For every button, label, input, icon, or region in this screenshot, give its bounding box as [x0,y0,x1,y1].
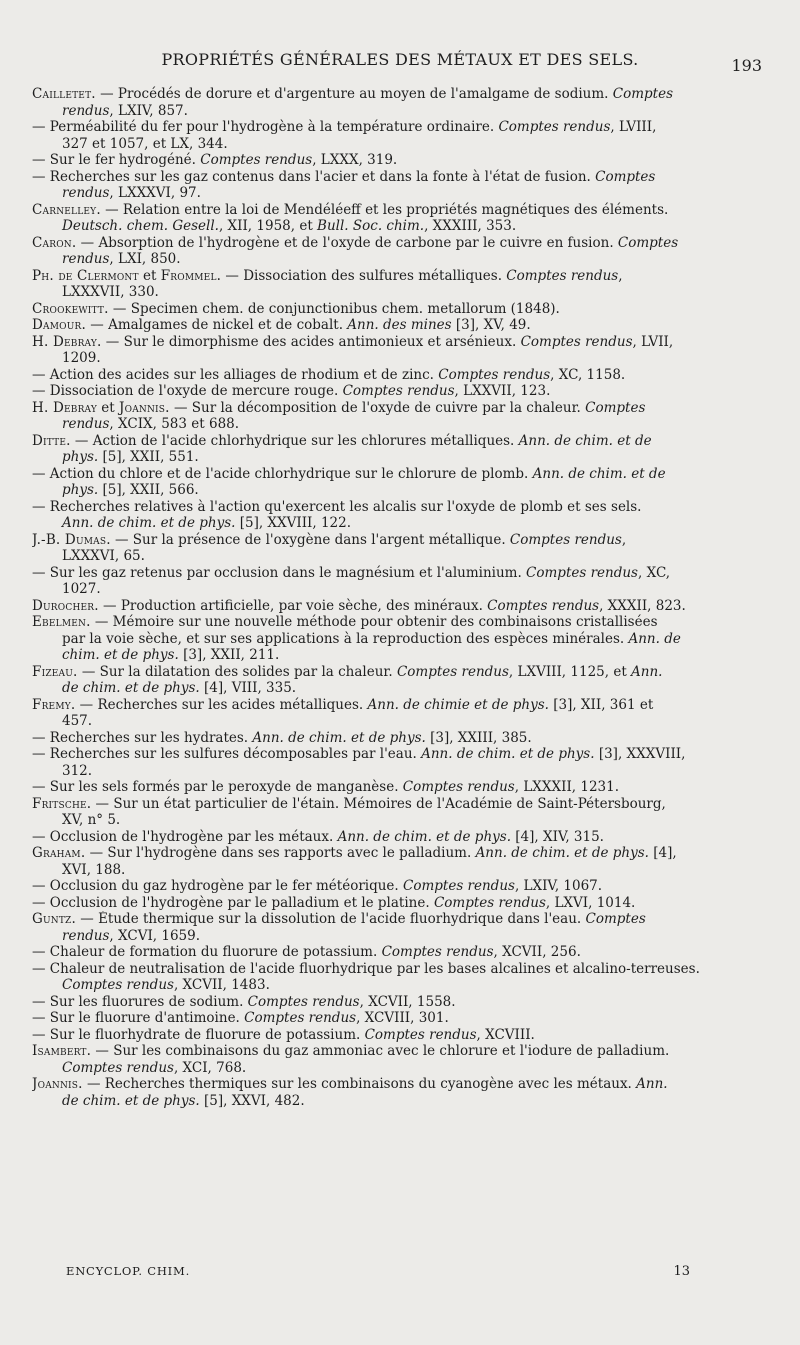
journal-title: Ann. de chim. et de phys. [475,845,649,861]
entry-text: [4], VIII, 335. [199,680,297,696]
journal-title: Comptes rendus [247,993,360,1010]
author-name: Ebelmen. [32,614,91,630]
entry-text: — Relation entre la loi de Mendéléeff et les propriétés magnétiques des éléments. [100,201,669,218]
author-name: Fremy. [32,696,76,713]
entry-text: — Perméabilité du fer pour l'hydrogène à la température ordinaire. [32,119,499,135]
bibliography-entry [32,796,760,829]
journal-title: de chim. et de phys. [62,1092,200,1109]
entry-line [32,152,760,169]
entry-text: [3], XV, 49. [451,317,531,333]
journal-title: Deutsch. chem. Gesell. [62,218,219,234]
entry-text: — Action de l'acide chlorhydrique sur les chlorures métalliques. [70,432,519,449]
author-name: Joannis. [32,1076,83,1092]
journal-title: de chim. et de phys. [62,680,200,696]
journal-title: Comptes rendus [342,383,455,399]
journal-title: Ann. de chim. et de phys. [421,746,595,762]
entry-text: [3], XXIII, 385. [425,729,532,746]
entry-text: — Sur la dilatation des solides par la chaleur. [77,663,397,680]
journal-title: Comptes [585,399,646,416]
entry-text: — Production artificielle, par voie sèche, des minéraux. [98,597,488,614]
entry-text: — Mémoire sur une nouvelle méthode pour obtenir des combinaisons cristallisées [90,614,658,630]
entry-text: , LVII, [632,333,674,350]
author-name: Ditte. [32,432,71,449]
journal-title: Comptes rendus [506,267,619,284]
entry-line [32,548,760,565]
entry-line [32,284,760,301]
entry-line [32,86,760,103]
author-name: Cailletet. [32,86,96,102]
entry-text: , LXIV, 1067. [514,878,603,894]
journal-title: Ann. de chim. et de [532,465,666,482]
bibliography-entry [32,367,760,384]
entry-line [32,1093,760,1110]
entry-text: et [138,267,161,284]
journal-title: Comptes [612,86,674,102]
entry-text: — Sur le fer hydrogéné. [32,152,201,168]
bibliography-entry [32,829,760,846]
entry-text: — Sur l'hydrogène dans ses rapports avec le palladium. [85,845,476,861]
entry-text: — Sur les combinaisons du gaz ammoniac avec le chlorure et l'iodure de palladium. [91,1043,670,1059]
entry-text: — Action du chlore et de l'acide chlorhydrique sur le chlorure de plomb. [32,465,533,482]
journal-title: Comptes rendus [509,531,622,548]
journal-title: Ann. [636,1076,668,1092]
entry-line [32,499,760,516]
entry-text: — Sur les gaz retenus par occlusion dans le magnésium et l'aluminium. [32,564,527,581]
journal-title: Comptes rendus [396,663,509,680]
journal-title: Comptes rendus [403,878,515,894]
entry-line [32,400,760,417]
entry-text: — Recherches sur les hydrates. [32,729,253,746]
entry-text: 312. [62,762,93,779]
entry-text: , [618,267,623,284]
bibliography-entry [32,944,760,961]
entry-line [32,598,760,615]
entry-line [32,268,760,285]
entry-text: , XCVII, 256. [493,944,581,960]
author-name: Damour. [32,317,86,333]
entry-text: [5], XXVIII, 122. [235,515,352,531]
footer-sheet-number: 13 [673,1264,690,1279]
entry-text: — Recherches thermiques sur les combinaisons du cyanogène avec les métaux. [82,1076,637,1092]
entry-line [32,845,760,862]
bibliography-entry [32,499,760,532]
entry-text: , XCVIII, 301. [356,1010,449,1026]
bibliography-entry [32,614,760,664]
journal-title: Ann. de chim. et de [518,432,652,449]
author-name: Carnelley. [32,201,101,218]
bibliography-entry [32,466,760,499]
header-title: PROPRIÉTÉS GÉNÉRALES DES MÉTAUX ET DES SELS. [161,50,639,69]
journal-title: rendus [62,102,110,119]
entry-text: , XCIX, 583 et 688. [109,416,240,432]
entry-text: , XCVI, 1659. [109,927,201,944]
journal-title: Comptes rendus [244,1010,357,1026]
entry-line [32,647,760,664]
entry-line [32,1076,760,1093]
journal-title: Bull. Soc. chim. [317,218,425,234]
bibliography-entry [32,1043,760,1076]
entry-text: LXXXVI, 65. [62,548,145,564]
journal-title: rendus [62,416,110,432]
entry-text: — Sur le dimorphisme des acides antimonieux et arsénieux. [101,333,521,350]
author-name: Fritsche. [32,795,92,812]
journal-title: rendus [62,927,110,944]
entry-line [32,944,760,961]
entry-text: LXXXVII, 330. [62,284,159,300]
entry-line [32,1043,760,1060]
entry-text: 457. [62,713,93,729]
author-name: Isambert. [32,1043,92,1059]
entry-line [32,1060,760,1077]
entry-text: , LVIII, [610,119,657,135]
journal-title: Comptes [585,911,646,927]
entry-line [32,119,760,136]
entry-text: , XCVIII. [476,1026,535,1043]
bibliography-entry [32,1010,760,1027]
entry-text: — Étude thermique sur la dissolution de l'acide fluorhydrique dans l'eau. [76,911,586,927]
entry-text: par la voie sèche, et sur ses applications à la reproduction des espèces minérales. [62,630,629,647]
bibliography-entry [32,301,760,318]
entry-line [32,1010,760,1027]
journal-title: Ann. de chim. et de phys. [337,828,511,845]
entry-line [32,812,760,829]
entry-text: , LXVI, 1014. [545,894,636,911]
author-name: Frommel. [160,267,222,284]
entry-line [32,301,760,318]
entry-line [32,994,760,1011]
entry-text: [4], [648,845,677,861]
entry-line [32,334,760,351]
bibliography-entry [32,994,760,1011]
entry-line [32,433,760,450]
entry-text: , LXXVII, 123. [454,383,551,399]
bibliography-entry [32,779,760,796]
author-name: Durocher. [32,597,99,614]
bibliography-entry [32,334,760,367]
entry-line [32,235,760,252]
journal-title: Comptes rendus [364,1026,477,1043]
entry-text: , LXI, 850. [109,251,181,267]
entry-line [32,796,760,813]
entry-text: , XC, [637,564,671,581]
entry-text: , LXVIII, 1125, et [508,663,632,680]
footer-signature: ENCYCLOP. CHIM. [66,1264,191,1278]
bibliography-entry [32,895,760,912]
entry-text: — Sur les fluorures de sodium. [32,993,248,1010]
bibliography-list [32,86,760,1109]
entry-text: XV, n° 5. [62,812,121,828]
entry-text: — Procédés de dorure et d'argenture au moyen de l'amalgame de sodium. [95,86,613,102]
entry-text: — Action des acides sur les alliages de rhodium et de zinc. [32,366,439,383]
entry-line [32,664,760,681]
entry-line [32,202,760,219]
journal-title: Ann. de [628,630,681,647]
entry-line [32,532,760,549]
entry-text: — Recherches relatives à l'action qu'exercent les alcalis sur l'oxyde de plomb et ses sels. [32,498,642,515]
journal-title: rendus [62,251,110,267]
bibliography-entry [32,961,760,994]
bibliography-entry [32,119,760,152]
entry-line [32,218,760,235]
entry-text: — Recherches sur les sulfures décomposables par l'eau. [32,746,422,762]
entry-text: — Sur un état particulier de l'étain. Mémoires de l'Académie de Saint-Pétersbourg, [91,795,666,812]
journal-title: Ann. de chim. et de phys. [252,729,426,746]
entry-text: , XCVII, 1558. [359,993,456,1010]
author-name: H. Debray [32,399,98,416]
entry-text: — Amalgames de nickel et de cobalt. [85,317,348,333]
bibliography-entry [32,169,760,202]
entry-text: — Chaleur de formation du fluorure de potassium. [32,944,382,960]
journal-title: chim. et de phys. [62,647,179,663]
entry-line [32,367,760,384]
journal-title: Ann. de chim. et de phys. [62,515,236,531]
entry-text: [3], XXXVIII, [594,746,686,762]
bibliography-entry [32,565,760,598]
page-number: 193 [731,56,762,75]
bibliography-entry [32,664,760,697]
author-name: Ph. de Clermont [32,267,139,284]
bibliography-entry [32,697,760,730]
entry-line [32,383,760,400]
author-name: J.-B. Dumas. [32,531,111,548]
bibliography-entry [32,730,760,747]
journal-title: Comptes rendus [200,152,313,168]
entry-line [32,1027,760,1044]
entry-text: [3], XXII, 211. [178,647,280,663]
bibliography-entry [32,152,760,169]
entry-line [32,779,760,796]
entry-text: — Occlusion du gaz hydrogène par le fer météorique. [32,878,403,894]
entry-line [32,466,760,483]
entry-text: — Recherches sur les acides métalliques. [75,696,368,713]
bibliography-entry [32,383,760,400]
entry-text: — Sur les sels formés par le peroxyde de manganèse. [32,779,403,795]
entry-text: [4], XIV, 315. [511,828,604,845]
entry-text: — Recherches sur les gaz contenus dans l'acier et dans la fonte à l'état de fusion. [32,168,596,185]
journal-title: Comptes [595,168,656,185]
bibliography-entry [32,317,760,334]
entry-text: — Sur la présence de l'oxygène dans l'argent métallique. [110,531,510,548]
entry-line [32,103,760,120]
bibliography-entry [32,746,760,779]
bibliography-entry [32,598,760,615]
bibliography-entry [32,268,760,301]
entry-line [32,185,760,202]
entry-line [32,911,760,928]
entry-text: , LXIV, 857. [109,102,188,119]
entry-line [32,317,760,334]
journal-title: Comptes rendus [438,366,551,383]
entry-line [32,862,760,879]
entry-text: [3], XII, 361 et [548,696,654,713]
journal-title: Ann. des mines [347,317,452,333]
journal-title: Ann. de chimie et de phys. [367,696,549,713]
running-header [0,50,800,76]
journal-title: Comptes rendus [62,977,174,993]
journal-title: Comptes rendus [498,119,611,135]
entry-text: , LXXXVI, 97. [109,185,201,201]
entry-line [32,928,760,945]
journal-title: Comptes rendus [381,944,494,960]
entry-text: 1209. [62,350,101,366]
journal-title: rendus [62,185,110,201]
entry-text: , XCVII, 1483. [173,977,270,993]
entry-text: , XXXII, 823. [599,597,686,614]
author-name: Crookewitt. [32,300,109,317]
entry-text: , XC, 1158. [550,366,626,383]
entry-text: , [621,531,627,548]
entry-line [32,730,760,747]
entry-line [32,614,760,631]
bibliography-entry [32,1027,760,1044]
entry-line [32,961,760,978]
entry-line [32,350,760,367]
entry-text: , LXXX, 319. [312,152,398,168]
journal-title: Comptes rendus [520,333,633,350]
author-name: Fizeau. [32,663,78,680]
entry-text: — Sur le fluorure d'antimoine. [32,1010,245,1026]
entry-text: , XCI, 768. [173,1059,247,1076]
journal-title: phys. [62,449,99,465]
entry-line [32,169,760,186]
entry-text: — Occlusion de l'hydrogène par le palladium et le platine. [32,894,434,911]
entry-text: 327 et 1057, et LX, 344. [62,135,228,152]
bibliography-entry [32,878,760,895]
entry-text: — Sur la décomposition de l'oxyde de cuivre par la chaleur. [169,399,586,416]
entry-line [32,697,760,714]
author-name: Guntz. [32,911,76,927]
journal-title: Ann. [631,663,663,680]
page-footer [0,1264,800,1284]
entry-line [32,581,760,598]
journal-title: Comptes [617,234,679,251]
entry-line [32,631,760,648]
entry-text: , XII, 1958, et [218,218,318,234]
entry-line [32,136,760,153]
journal-title: Comptes rendus [526,564,638,581]
entry-line [32,763,760,780]
author-name: H. Debray. [32,333,102,350]
entry-text: — Absorption de l'hydrogène et de l'oxyde de carbone par le cuivre en fusion. [76,234,618,251]
entry-text: [5], XXII, 551. [98,449,199,465]
journal-title: Comptes rendus [402,779,515,795]
entry-line [32,416,760,433]
entry-line [32,895,760,912]
entry-line [32,746,760,763]
entry-line [32,680,760,697]
journal-title: Comptes rendus [62,1059,174,1076]
entry-text: [5], XXII, 566. [98,482,199,498]
entry-text: — Dissociation de l'oxyde de mercure rouge. [32,383,343,399]
entry-text: — Specimen chem. de conjunctionibus chem. metallorum (1848). [108,300,560,317]
bibliography-entry [32,400,760,433]
entry-line [32,251,760,268]
entry-line [32,515,760,532]
entry-text: et [97,399,120,416]
entry-line [32,878,760,895]
bibliography-entry [32,86,760,119]
journal-title: Comptes rendus [487,597,600,614]
entry-text: — Occlusion de l'hydrogène par les métaux. [32,828,338,845]
bibliography-entry [32,202,760,235]
entry-line [32,482,760,499]
bibliography-entry [32,532,760,565]
entry-line [32,977,760,994]
entry-line [32,713,760,730]
entry-text: XVI, 188. [62,861,126,878]
author-name: Caron. [32,234,77,251]
entry-text: [5], XXVI, 482. [199,1092,305,1109]
bibliography-entry [32,433,760,466]
entry-text: — Dissociation des sulfures métalliques. [221,267,507,284]
bibliography-entry [32,235,760,268]
journal-title: phys. [62,482,99,498]
entry-text: , LXXXII, 1231. [514,779,620,795]
journal-title: Comptes rendus [433,894,546,911]
entry-text: — Chaleur de neutralisation de l'acide fluorhydrique par les bases alcalines et alcalino-terreuses. [32,960,700,977]
author-name: Joannis. [119,399,170,416]
bibliography-entry [32,845,760,878]
entry-text: 1027. [62,581,101,597]
bibliography-entry [32,1076,760,1109]
entry-line [32,829,760,846]
author-name: Graham. [32,845,86,861]
bibliography-entry [32,911,760,944]
entry-line [32,449,760,466]
entry-text: , XXXIII, 353. [424,218,517,234]
entry-text: — Sur le fluorhydrate de fluorure de potassium. [32,1026,365,1043]
entry-line [32,565,760,582]
